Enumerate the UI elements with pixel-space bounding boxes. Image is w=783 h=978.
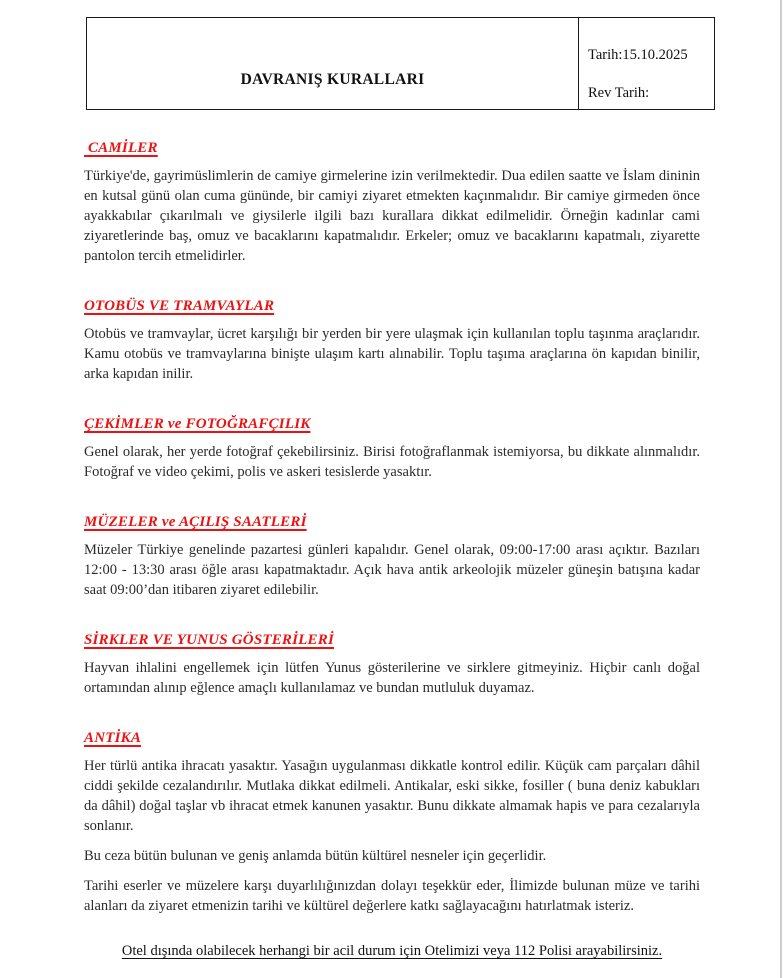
section-cekimler-ve-fotografcilik bbox=[84, 416, 700, 482]
date-field: Tarih:15.10.2025 bbox=[588, 47, 688, 63]
section-heading-camiler: CAMİLER bbox=[84, 140, 158, 156]
emergency-footer-text: Otel dışında olabilecek herhangi bir acil durum için Otelimizi veya 112 Polisi arayabilirsiniz. bbox=[121, 943, 663, 959]
header-table bbox=[86, 17, 715, 110]
section-otobus-ve-tramvaylar bbox=[84, 298, 700, 384]
section-paragraph: Müzeler Türkiye genelinde pazartesi günleri kapalıdır. Genel olarak, 09:00-17:00 arası açıktır. Bazıları 12:00 - 13:30 arası öğle arası kapatmaktadır. Açık hava antik arkeolojik müzeler güneşin batışına kadar saat 09:00’dan itibaren ziyaret edilebilir. bbox=[84, 542, 700, 598]
emergency-footer-note bbox=[84, 943, 700, 960]
section-paragraph: Tarihi eserler ve müzelere karşı duyarlılığınızdan dolayı teşekkür eder, İlimizde bulunan müze ve tarihi alanları da ziyaret etmenizin tarihi ve kültürel değerlere katkı sağlayacağını hatırlatmak isteriz. bbox=[84, 878, 700, 914]
document-body bbox=[84, 110, 700, 960]
section-sirkler-ve-yunus-gosterileri bbox=[84, 632, 700, 698]
section-heading-muzeler: MÜZELER ve AÇILIŞ SAATLERİ bbox=[84, 514, 307, 530]
section-paragraph: Her türlü antika ihracatı yasaktır. Yasağın uygulanması dikkatle kontrol edilir. Küçük cam parçaları dâhil ciddi şekilde cezalandırılır. Mutlaka dikkat edilmeli. Antikalar, eski sikke, fosiller ( buna deniz kabukları da dâhil) doğal taşlar vb ihracat etmek kanunen yasaktır. Bunu dikkate almamak hapis ve para cezalarıyla sonlanır. bbox=[84, 758, 700, 834]
section-muzeler-ve-acilis-saatleri bbox=[84, 514, 700, 600]
section-paragraph: Hayvan ihlalini engellemek için lütfen Yunus gösterilerine ve sirklere gitmeyiniz. Hiçbir canlı doğal ortamından alınıp eğlence amaçlı kullanılamaz ve bundan mutluluk duyamaz. bbox=[84, 660, 700, 696]
section-heading-antika: ANTİKA bbox=[84, 730, 142, 746]
header-title-cell bbox=[87, 18, 579, 109]
section-paragraph: Türkiye'de, gayrimüslimlerin de camiye girmelerine izin verilmektedir. Dua edilen saatte ve İslam dininin en kutsal günü olan cuma gününde, bir camiyi ziyaret etmekten kaçınmalıdır. Bir camiye girmeden önce ayakkabılar çıkarılmalı ve giysilerle ilgili bazı kurallara dikkat edilmelidir. Örneğin kadınlar cami ziyaretlerinde baş, omuz ve bacaklarını kapatmalıdır. Erkeler; omuz ve bacaklarını kapatmalı, ziyarette pantolon tercih etmelidirler. bbox=[84, 168, 700, 264]
rev-date-field: Rev Tarih: bbox=[588, 85, 650, 101]
header-dates-cell bbox=[579, 18, 714, 109]
section-heading-sirkler: SİRKLER VE YUNUS GÖSTERİLERİ bbox=[84, 632, 334, 648]
section-heading-cekimler: ÇEKİMLER ve FOTOĞRAFÇILIK bbox=[84, 416, 311, 432]
section-camiler bbox=[84, 140, 700, 266]
section-paragraph: Genel olarak, her yerde fotoğraf çekebilirsiniz. Birisi fotoğraflanmak istemiyorsa, bu dikkate alınmalıdır. Fotoğraf ve video çekimi, polis ve askeri tesislerde yasaktır. bbox=[84, 444, 700, 480]
document-title: DAVRANIŞ KURALLARI bbox=[240, 71, 425, 88]
section-heading-otobus: OTOBÜS VE TRAMVAYLAR bbox=[84, 298, 275, 314]
section-paragraph: Otobüs ve tramvaylar, ücret karşılığı bir yerden bir yere ulaşmak için kullanılan toplu taşınma araçlarıdır. Kamu otobüs ve tramvaylarına binişte ulaşım kartı alınabilir. Toplu taşıma araçlarına ön kapıdan binilir, arka kapıdan inilir. bbox=[84, 326, 700, 382]
section-antika bbox=[84, 730, 700, 916]
section-paragraph: Bu ceza bütün bulunan ve geniş anlamda bütün kültürel nesneler için geçerlidir. bbox=[84, 848, 547, 864]
